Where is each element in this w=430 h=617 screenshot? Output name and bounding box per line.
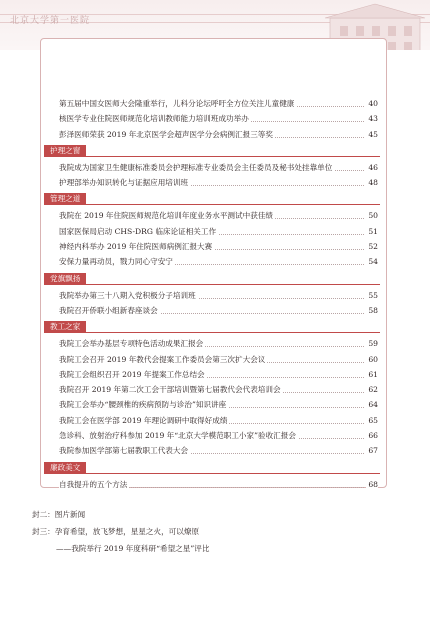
toc-entry-title: 我院工会召开 2019 年教代会提案工作委员会第三次扩大会议 (59, 352, 267, 367)
section-rule (44, 284, 380, 285)
toc-entry-title: 我院举办第三十八期入党积极分子培训班 (59, 288, 198, 303)
cover-note-inside-back: 封三：孕育希望，放飞梦想，星星之火，可以燎原 (32, 527, 200, 536)
toc-entry[interactable] (44, 382, 380, 397)
toc-entry-page: 61 (366, 367, 378, 382)
toc-entry-page: 66 (366, 428, 378, 443)
toc-entry-title: 国家医保局启动 CHS-DRG 临床论证相关工作 (59, 224, 218, 239)
toc-entry[interactable] (44, 160, 380, 175)
toc-entry-page: 55 (366, 288, 378, 303)
section-label: 党旗飘扬 (44, 273, 86, 285)
toc-entry-page: 65 (366, 413, 378, 428)
toc-entry[interactable] (44, 96, 380, 111)
section-rule (44, 332, 380, 333)
toc-entry-title: 我院工会举办“腰颈椎的疾病预防与诊治”知识讲座 (59, 397, 228, 412)
toc-entry-title: 我院召开 2019 年第二次工会干部培训暨第七届教代会代表培训会 (59, 382, 283, 397)
toc-entry-page: 58 (366, 303, 378, 318)
toc-entry[interactable] (44, 175, 380, 190)
table-of-contents (44, 96, 380, 492)
toc-entry-page: 52 (366, 239, 378, 254)
toc-entry-page: 68 (366, 477, 378, 492)
toc-entry-title: 安保力量再动员，戮力同心守安宁 (59, 254, 175, 269)
toc-entry-title: 自我提升的五个方法 (59, 477, 129, 492)
cover-notes (32, 506, 209, 557)
cover-note-inside-front: 封二：图片新闻 (32, 510, 86, 519)
toc-entry-page: 62 (366, 382, 378, 397)
toc-entry[interactable] (44, 254, 380, 269)
toc-entry-title: 第五届中国女医师大会隆重举行，儿科分论坛呼吁全方位关注儿童健康 (59, 96, 296, 111)
toc-entry[interactable] (44, 288, 380, 303)
section-label: 管理之道 (44, 193, 86, 205)
toc-entry-page: 67 (366, 443, 378, 458)
toc-entry[interactable] (44, 367, 380, 382)
toc-entry-title: 急诊科、放射治疗科参加 2019 年“北京大学模范职工小家”验收汇报会 (59, 428, 298, 443)
toc-entry-page: 46 (366, 160, 378, 175)
section-header (44, 193, 380, 205)
toc-entry[interactable] (44, 239, 380, 254)
toc-entry-page: 54 (366, 254, 378, 269)
toc-entry-title: 我院工会举办基层专项特色活动成果汇报会 (59, 336, 205, 351)
toc-entry[interactable] (44, 208, 380, 223)
section-header (44, 145, 380, 157)
section-label: 廉政美文 (44, 462, 86, 474)
toc-entry-page: 50 (366, 208, 378, 223)
toc-entry-page: 59 (366, 336, 378, 351)
toc-entry[interactable] (44, 428, 380, 443)
toc-entry-page: 51 (366, 224, 378, 239)
toc-entry[interactable] (44, 443, 380, 458)
section-label: 教工之家 (44, 321, 86, 333)
toc-entry-title: 护理部举办知识转化与证据应用培训班 (59, 175, 190, 190)
toc-entry[interactable] (44, 303, 380, 318)
toc-entry-title: 彭泽医师荣获 2019 年北京医学会超声医学分会病例汇报三等奖 (59, 127, 275, 142)
toc-entry[interactable] (44, 111, 380, 126)
toc-entry-title: 我院参加医学部第七届教职工代表大会 (59, 443, 190, 458)
toc-entry[interactable] (44, 127, 380, 142)
toc-entry[interactable] (44, 336, 380, 351)
toc-entry-title: 神经内科举办 2019 年住院医师病例汇报大赛 (59, 239, 214, 254)
toc-entry-page: 64 (366, 397, 378, 412)
toc-entry[interactable] (44, 397, 380, 412)
toc-entry[interactable] (44, 413, 380, 428)
toc-entry-page: 40 (366, 96, 378, 111)
section-header (44, 462, 380, 474)
toc-entry-title: 我院召开侨联小组新春座谈会 (59, 303, 160, 318)
cover-note-inside-back-sub: ——我院举行 2019 年度科研“希望之星”评比 (56, 544, 210, 553)
toc-entry-title: 我院工会组织召开 2019 年提案工作总结会 (59, 367, 207, 382)
section-header (44, 273, 380, 285)
section-rule (44, 204, 380, 205)
section-label: 护理之窗 (44, 145, 86, 157)
section-rule (44, 156, 380, 157)
toc-entry-title: 核医学专业住院医师规范化培训教师能力培训班成功举办 (59, 111, 251, 126)
toc-entry-page: 45 (366, 127, 378, 142)
section-header (44, 321, 380, 333)
section-rule (44, 473, 380, 474)
toc-entry-page: 48 (366, 175, 378, 190)
toc-entry[interactable] (44, 352, 380, 367)
toc-entry-title: 我院在 2019 年住院医师规范化培训年度业务水平测试中获佳绩 (59, 208, 275, 223)
toc-entry-page: 60 (366, 352, 378, 367)
toc-entry[interactable] (44, 477, 380, 492)
header-logo: 北京大学第一医院 (10, 16, 91, 26)
toc-entry-page: 43 (366, 111, 378, 126)
toc-entry-title: 我院工会在医学部 2019 年理论调研中取得好成绩 (59, 413, 229, 428)
toc-entry[interactable] (44, 224, 380, 239)
toc-entry-title: 我院成为国家卫生健康标准委员会护理标准专业委员会主任委员及秘书处挂靠单位 (59, 160, 334, 175)
